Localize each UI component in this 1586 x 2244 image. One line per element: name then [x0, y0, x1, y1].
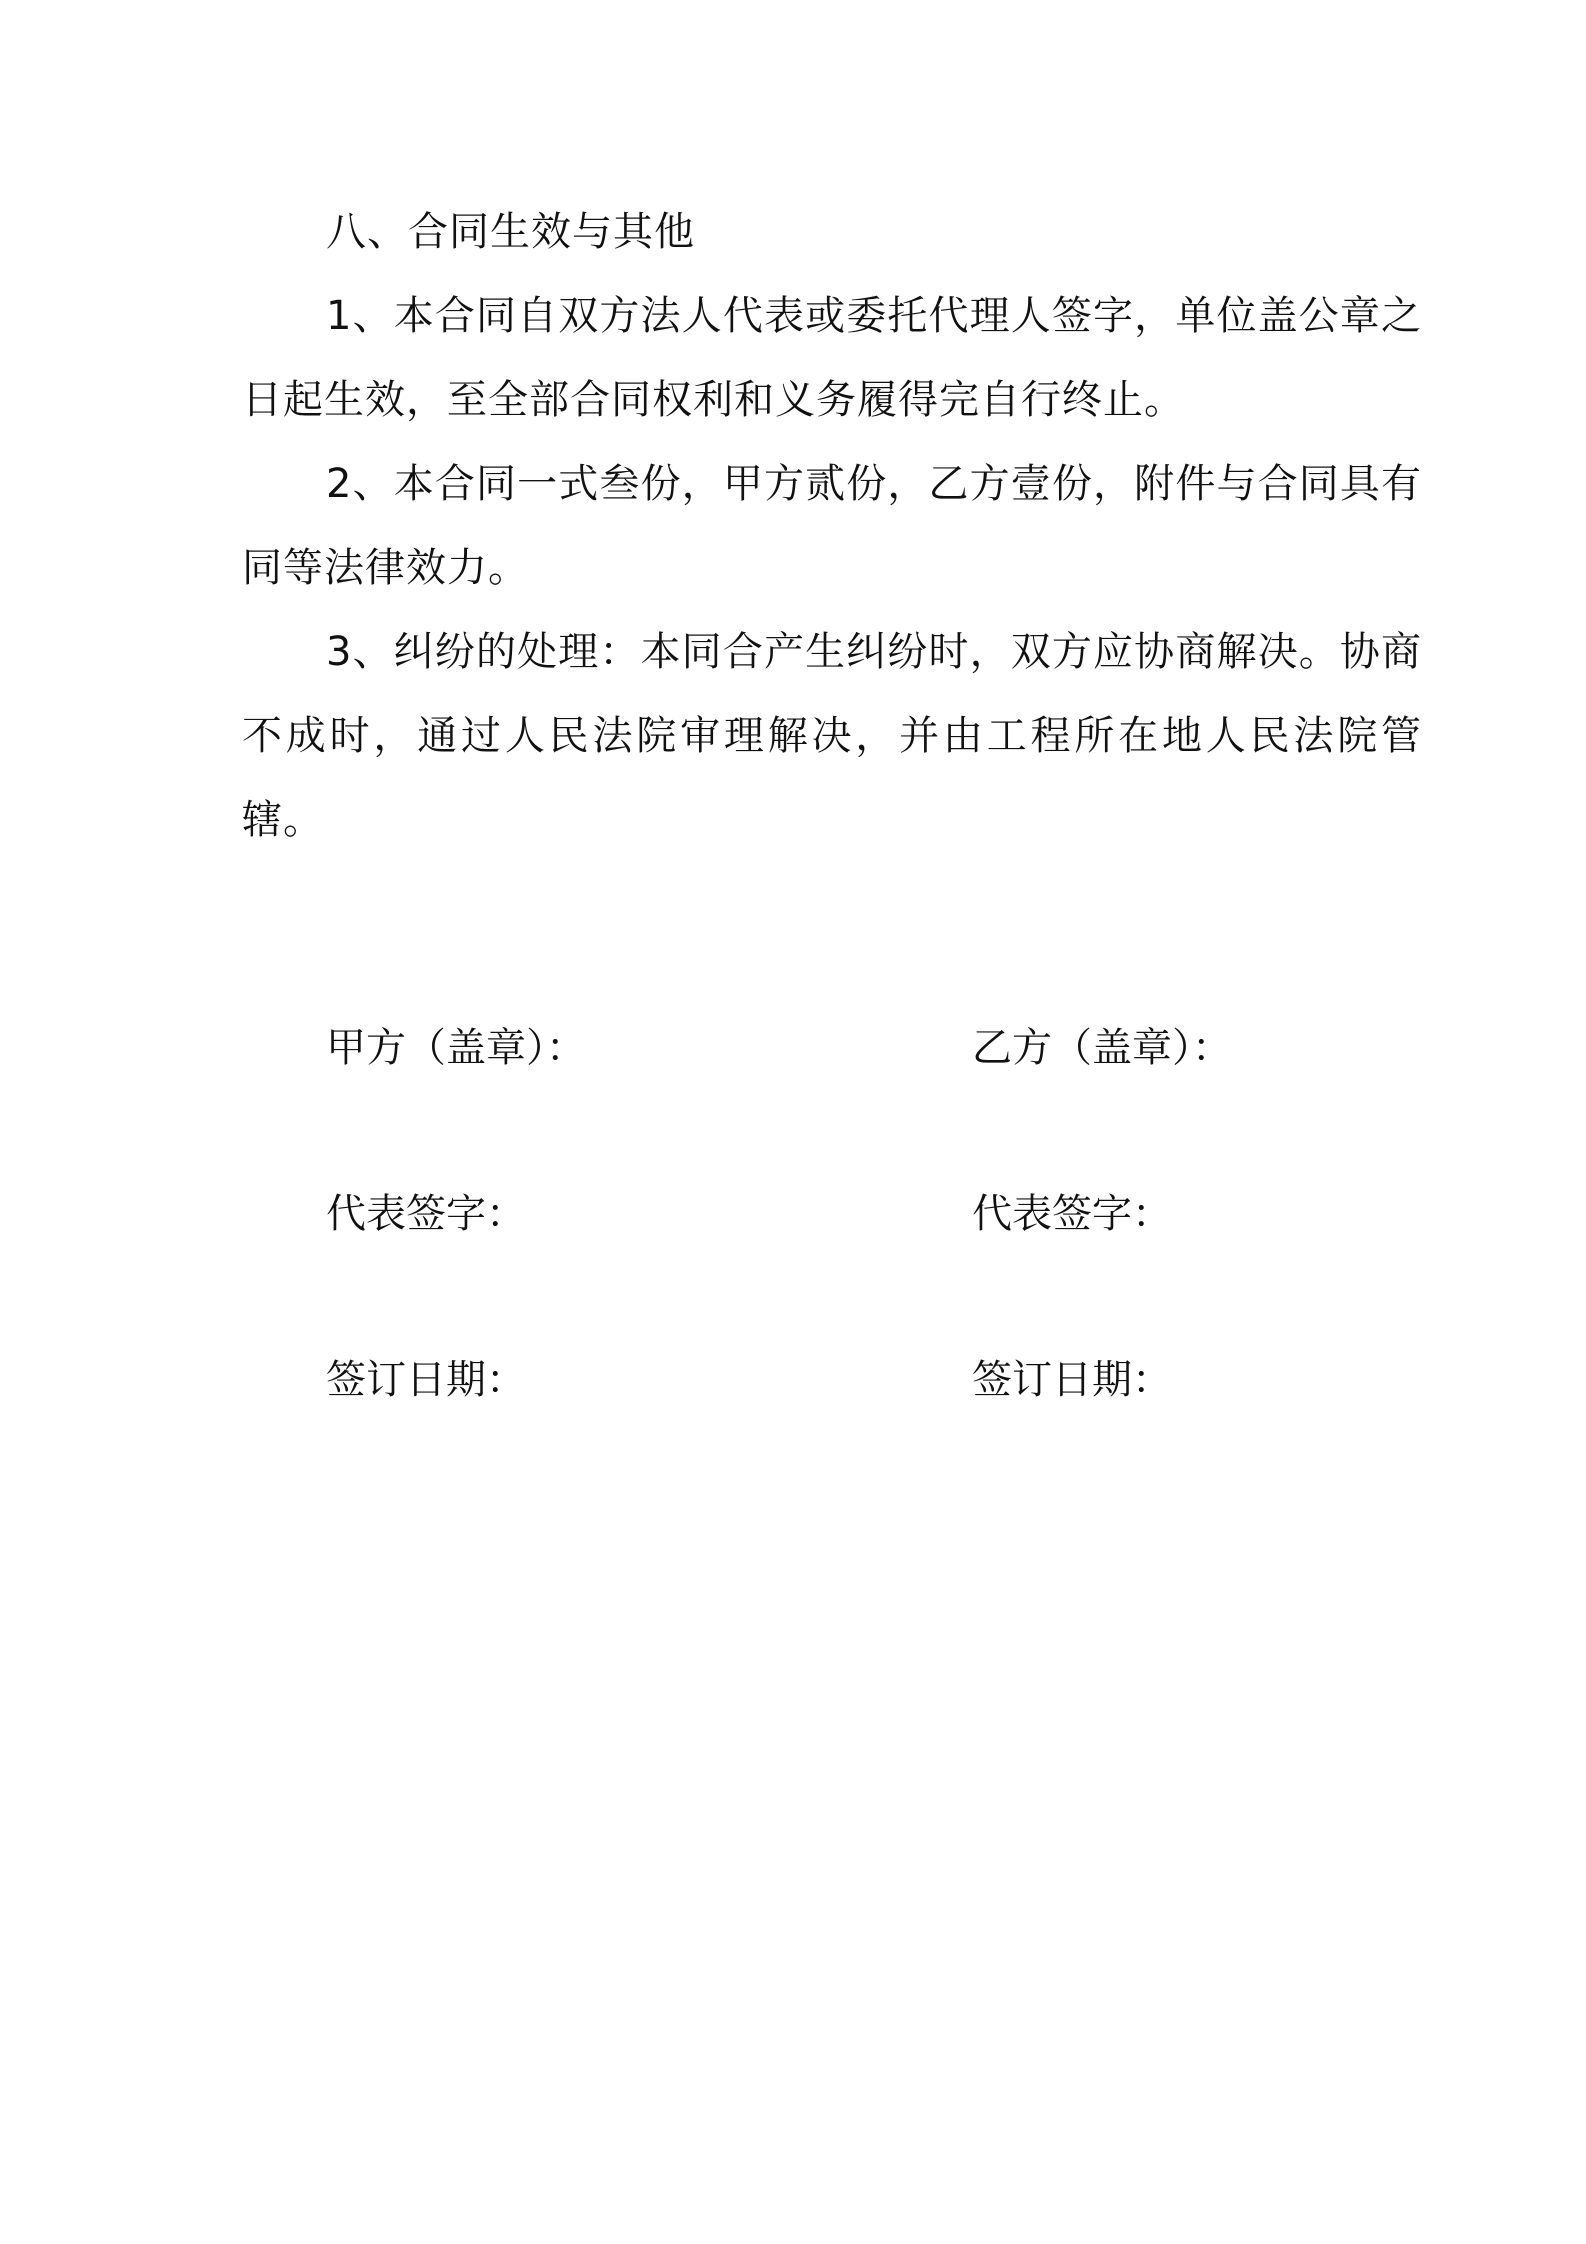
- party-b-rep-label: 代表签字：: [972, 1191, 1172, 1237]
- party-b-seal-label: 乙方（盖章）：: [972, 1025, 1232, 1071]
- date-row: [326, 1352, 1326, 1408]
- seal-row: [326, 1020, 1326, 1076]
- party-a-date-label: 签订日期：: [326, 1357, 526, 1403]
- signature-block: [326, 1020, 1326, 1518]
- clause-1: 1、本合同自双方法人代表或委托代理人签字，单位盖公章之日起生效，至全部合同权利和义务履得完自行终止。: [242, 293, 1422, 423]
- clause-3: 3、纠纷的处理：本同合产生纠纷时，双方应协商解决。协商不成时，通过人民法院审理解决，并由工程所在地人民法院管辖。: [242, 629, 1422, 843]
- party-b-date-label: 签订日期：: [972, 1357, 1172, 1403]
- representative-row: [326, 1186, 1326, 1242]
- clause-2: 2、本合同一式叁份，甲方贰份，乙方壹份，附件与合同具有同等法律效力。: [242, 461, 1422, 591]
- contract-section: [242, 190, 1422, 862]
- party-a-seal-label: 甲方（盖章）：: [326, 1025, 586, 1071]
- section-heading: 八、合同生效与其他: [326, 209, 695, 255]
- party-a-rep-label: 代表签字：: [326, 1191, 526, 1237]
